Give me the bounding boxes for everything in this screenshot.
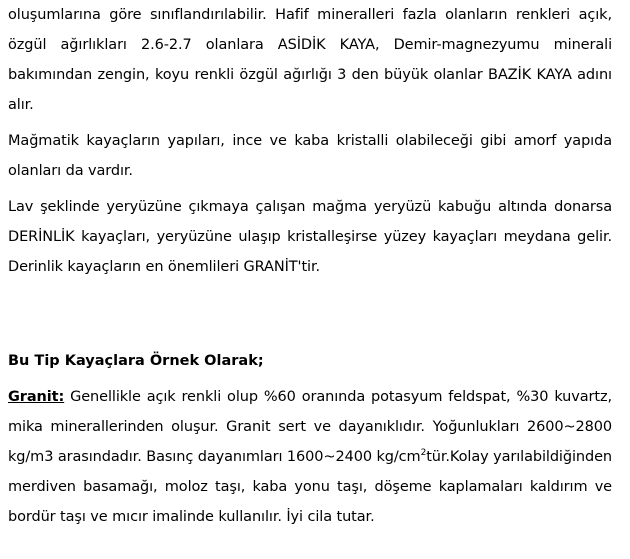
paragraph-deep-rocks: Lav şeklinde yeryüzüne çıkmaya çalışan mağma yeryüzü kabuğu altında donarsa DERİNLİK kayaçları, yeryüzüne ulaşıp kristalleşirse yüzey kayaçları meydana gelir. Derinlik kayaçların en önemlileri GRANİT'tir. xyxy=(8,199,612,275)
superscript-exponent: 2 xyxy=(420,448,427,459)
granit-label: Granit: xyxy=(8,389,65,405)
granit-text-part2: tür.Kolay yarılabildiğinden merdiven basamağı, moloz taşı, kaba yonu taşı, döşeme kaplamaları kaldırım ve bordür taşı ve mıcır imalinde kullanılır. İyi cila tutar. xyxy=(8,449,612,525)
examples-heading: Bu Tip Kayaçlara Örnek Olarak; xyxy=(8,353,264,369)
granit-paragraph xyxy=(8,382,612,532)
document-page xyxy=(8,0,612,532)
paragraph-classification: oluşumlarına göre sınıflandırılabilir. Hafif mineralleri fazla olanların renkleri açık, özgül ağırlıkları 2.6-2.7 olanlara ASİDİK KAYA, Demir-magnezyumu minerali bakımından zengin, koyu renkli özgül ağırlığı 3 den büyük olanlar BAZİK KAYA adını alır. xyxy=(8,7,612,113)
paragraph-structure: Mağmatik kayaçların yapıları, ince ve kaba kristalli olabileceği gibi amorf yapıda olanları da vardır. xyxy=(8,133,612,179)
granit-text-part1: Genellikle açık renkli olup %60 oranında potasyum feldspat, %30 kuvartz, mika minerallerinden oluşur. Granit sert ve dayanıklıdır. Yoğunlukları 2600~2800 kg/m3 arasındadır. Basınç dayanımları 1600~2400 kg/cm xyxy=(8,389,612,465)
